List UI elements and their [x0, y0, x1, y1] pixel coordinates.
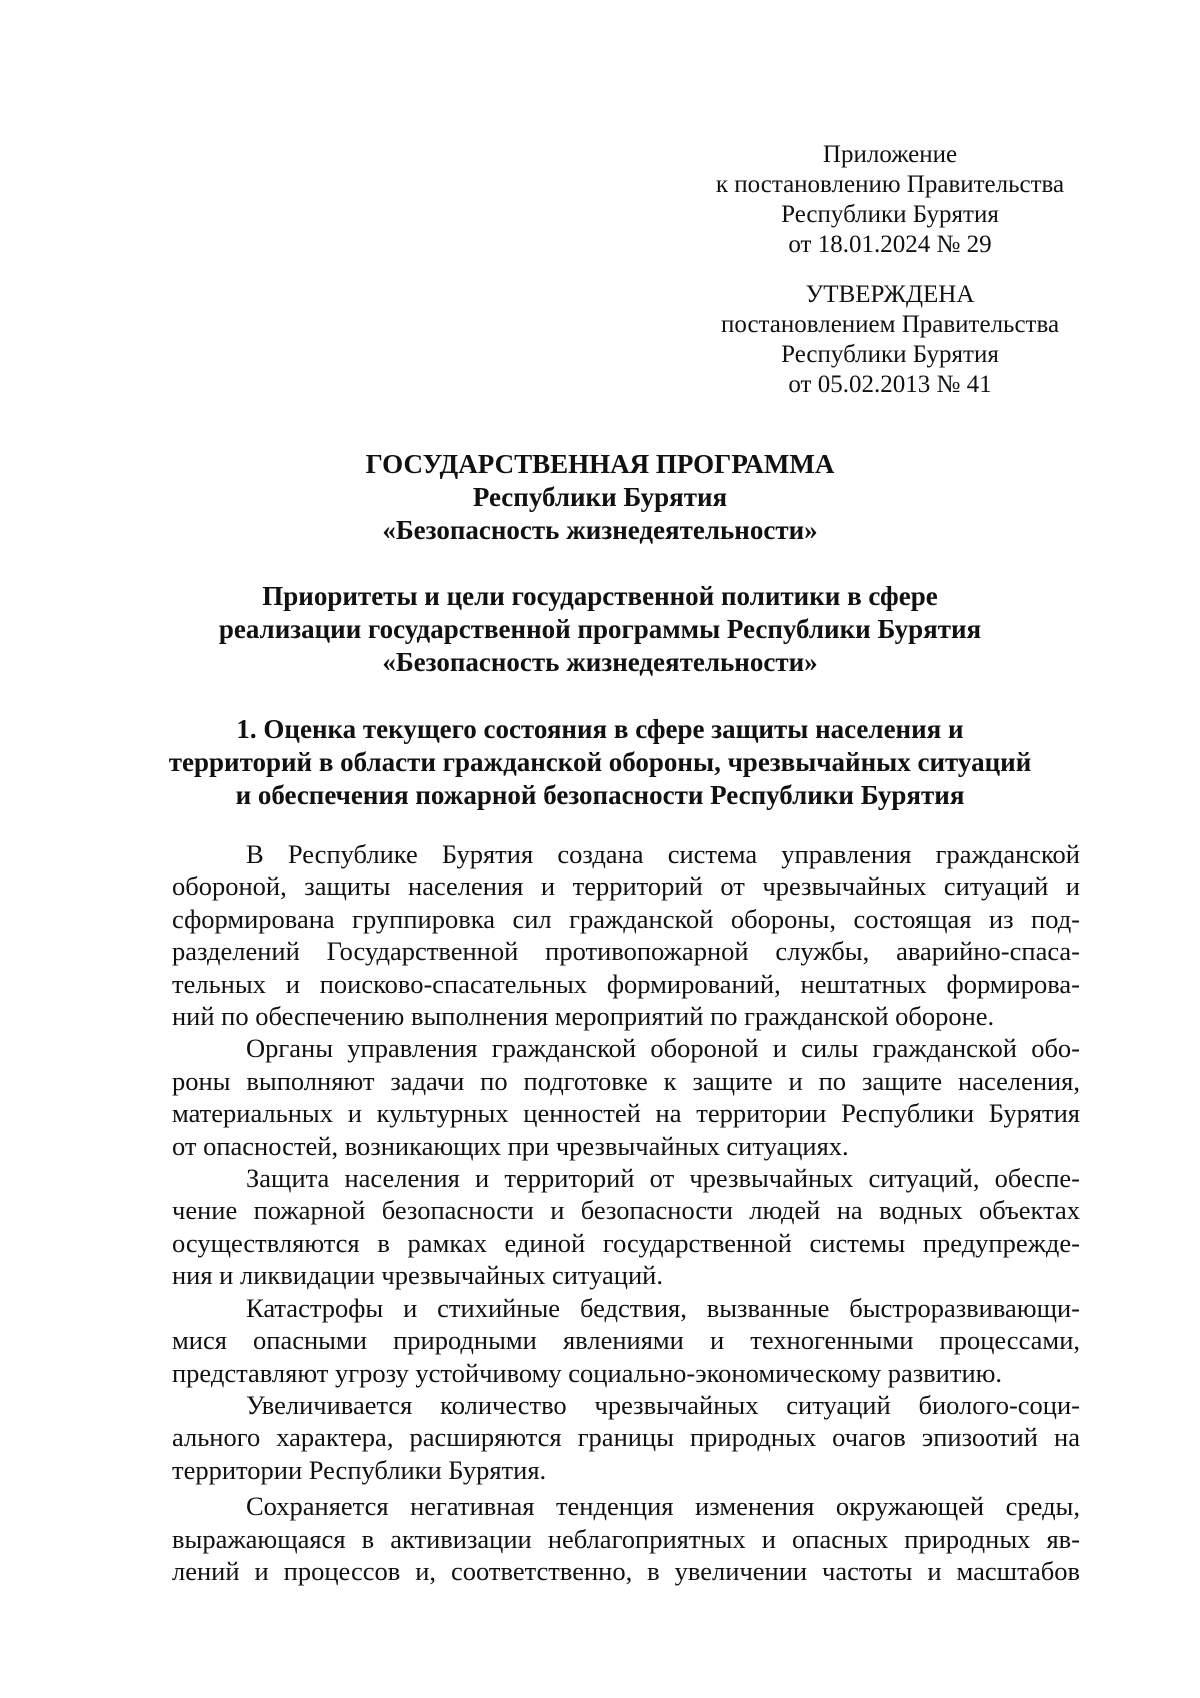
- body-text: [172, 838, 1080, 1587]
- text-line: Защита населения и территорий от чрезвычайных ситуаций, обеспе-: [246, 1163, 1080, 1194]
- subsection-heading: [100, 713, 1100, 812]
- approval-line: Приложение: [822, 141, 958, 168]
- text-line: материальных и культурных ценностей на территории Республики Бурятия: [172, 1098, 1080, 1129]
- paragraph: [172, 838, 1080, 1032]
- paragraph: [172, 1032, 1080, 1162]
- text-line: Органы управления гражданской обороной и силы гражданской обо-: [246, 1033, 1080, 1064]
- text-line: лений и процессов и, соответственно, в увеличении частоты и масштабов: [172, 1555, 1080, 1586]
- paragraph: [172, 1389, 1080, 1486]
- text-line: В Республике Бурятия создана система управления гражданской: [246, 839, 1080, 869]
- text-line: ния и ликвидации чрезвычайных ситуаций.: [172, 1260, 663, 1291]
- text-line: чение пожарной безопасности и безопасности людей на водных объектах: [172, 1195, 1080, 1226]
- text-line: ального характера, расширяются границы природных очагов эпизоотий на: [172, 1422, 1080, 1453]
- approval-line: к постановлению Правительства: [715, 171, 1065, 198]
- text-line: представляют угрозу устойчивому социально-экономическому развитию.: [172, 1357, 1003, 1388]
- text-line: Катастрофы и стихийные бедствия, вызванные быстроразвивающи-: [246, 1292, 1080, 1323]
- text-line: Увеличивается количество чрезвычайных ситуаций биолого-соци-: [246, 1389, 1080, 1420]
- approval-line: Республики Бурятия: [781, 201, 999, 228]
- approval-stamp-approved: [700, 280, 1080, 400]
- text-line: мися опасными природными явлениями и техногенными процессами,: [172, 1325, 1080, 1356]
- heading-line: «Безопасность жизнедеятельности»: [382, 647, 818, 677]
- text-line: роны выполняют задачи по подготовке к защите и по защите населения,: [172, 1065, 1080, 1096]
- heading-line: территорий в области гражданской обороны, чрезвычайных ситуаций: [168, 747, 1032, 777]
- text-line: от опасностей, возникающих при чрезвычайных ситуациях.: [172, 1130, 849, 1161]
- text-line: выражающаяся в активизации неблагоприятных и опасных природных яв-: [172, 1523, 1080, 1554]
- approval-line: от 18.01.2024 № 29: [788, 231, 992, 258]
- text-line: осуществляются в рамках единой государственной системы предупрежде-: [172, 1227, 1080, 1258]
- heading-line: реализации государственной программы Республики Бурятия: [218, 614, 982, 644]
- heading-line: 1. Оценка текущего состояния в сфере защиты населения и: [236, 714, 964, 744]
- title-line: ГОСУДАРСТВЕННАЯ ПРОГРАММА: [365, 449, 835, 479]
- text-line: ний по обеспечению выполнения мероприятий по гражданской обороне.: [172, 1001, 995, 1032]
- text-line: Сохраняется негативная тенденция изменения окружающей среды,: [246, 1491, 1080, 1522]
- text-line: сформирована группировка сил гражданской обороны, состоящая из под-: [172, 903, 1080, 934]
- text-line: территории Республики Бурятия.: [172, 1454, 547, 1485]
- approval-stamp-appendix: [700, 140, 1080, 260]
- approval-line: постановлением Правительства: [720, 311, 1060, 338]
- title-line: «Безопасность жизнедеятельности»: [382, 515, 818, 545]
- paragraph: [172, 1490, 1080, 1587]
- heading-line: и обеспечения пожарной безопасности Республики Бурятия: [235, 780, 965, 810]
- text-line: обороной, защиты населения и территорий от чрезвычайных ситуаций и: [172, 871, 1080, 902]
- heading-line: Приоритеты и цели государственной политики в сфере: [262, 581, 938, 611]
- approval-line: УТВЕРЖДЕНА: [805, 281, 975, 308]
- approval-line: Республики Бурятия: [781, 341, 999, 368]
- text-line: разделений Государственной противопожарной службы, аварийно-спаса-: [172, 936, 1080, 967]
- program-title: [100, 448, 1100, 547]
- paragraph: [172, 1292, 1080, 1389]
- title-line: Республики Бурятия: [472, 482, 728, 512]
- approval-line: от 05.02.2013 № 41: [788, 371, 992, 398]
- section-heading: [100, 580, 1100, 679]
- paragraph: [172, 1162, 1080, 1292]
- text-line: тельных и поисково-спасательных формирований, нештатных формирова-: [172, 968, 1080, 999]
